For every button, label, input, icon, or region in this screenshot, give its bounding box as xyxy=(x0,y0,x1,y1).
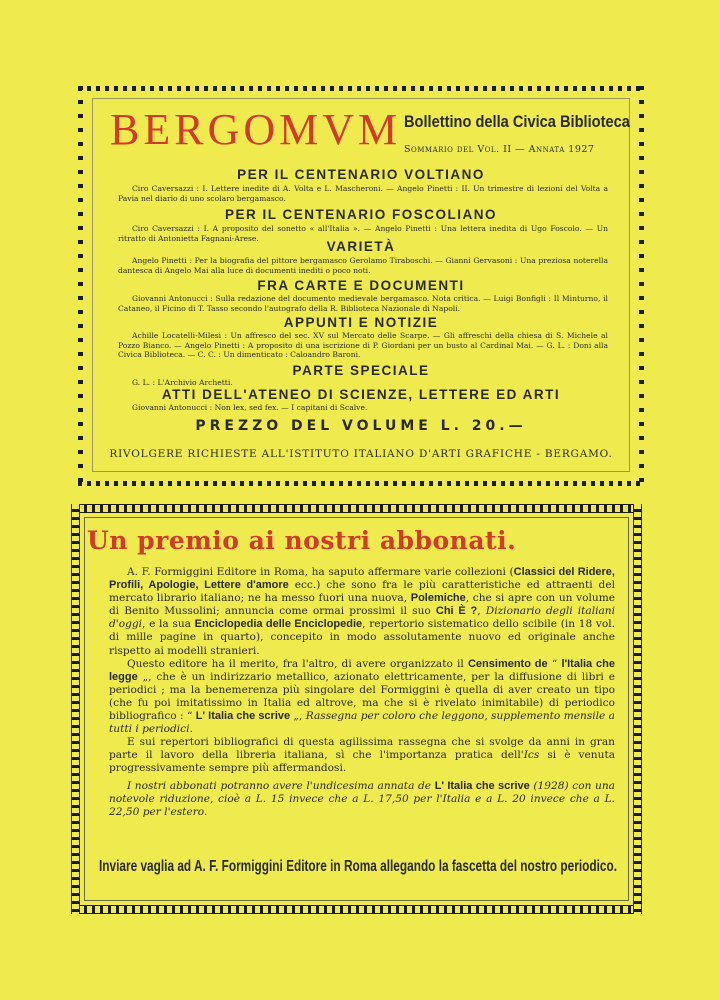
highlight-italia-che-legge: l'Italia che legge xyxy=(109,657,615,683)
text-run: „, xyxy=(290,710,306,723)
italic-run: (1928) con una notevole riduzione, cioè a L. 15 invece che a L. 17,50 per l'Italia e a L. 20 invece che a L. 22,50 per l'estero. xyxy=(109,779,615,818)
section-text: Giovanni Antonucci : Non lex, sed fex. — I capitani di Scalve. xyxy=(132,403,368,412)
text-run: Questo editore ha il merito, fra l'altro, di avere organizzato il xyxy=(127,657,468,670)
text-run: , che si apre con un volume di Benito Mussolini; annuncia come ormai prossimi il suo xyxy=(109,592,616,618)
section-text: Giovanni Antonucci : Sulla redazione del documento medievale bergamasco. Nota critica. — Luigi Bonfigli : Il Minturno, il Cataneo, il Ficino di T. Tasso secondo l'autografo della R. Biblioteca Nazionale di Napoli. xyxy=(118,294,608,313)
formiggini-advertisement xyxy=(71,504,642,914)
text-run: „, che è un indirizzario metallico, azionato elettricamente, per la diffusione di libri e periodici ; ma la benemerenza più singolare del Formiggini è quella di aver creato un tipo (che fu poi imitatissimo in Italia ed altrove, ma che si è rivelato inimitabile) di periodico bibliografico : “ xyxy=(109,670,615,723)
call-to-action: Inviare vaglia ad A. F. Formiggini Editore in Roma allegando la fascetta del nostro periodico. xyxy=(99,858,617,875)
highlight-polemiche: Polemiche xyxy=(410,592,466,605)
section-title: PER IL CENTENARIO VOLTIANO xyxy=(237,167,485,182)
section-text: Ciro Caversazzi : I. A proposito del sonetto « all'Italia ». — Angelo Pinetti : Una lettera inedita di Ugo Foscolo. — Un ritratto di Antonietta Fagnani-Arese. xyxy=(118,224,608,243)
masthead xyxy=(100,105,630,162)
price-line: PREZZO DEL VOLUME L. 20.— xyxy=(195,418,527,434)
section-title: ATTI DELL'ATENEO DI SCIENZE, LETTERE ED ARTI xyxy=(161,387,561,402)
section-title: PER IL CENTENARIO FOSCOLIANO xyxy=(224,207,497,222)
paragraph xyxy=(109,736,615,775)
dotted-border-bottom xyxy=(78,481,644,486)
italic-rassegna: Rassegna per coloro che leggono, supplemento mensile a tutti i periodici xyxy=(109,710,616,736)
issue-summary: Sommario del Vol. II — Annata 1927 xyxy=(404,144,595,155)
italic-ics: Ics xyxy=(523,749,540,762)
paragraph xyxy=(109,780,615,819)
bergomvm-advertisement xyxy=(78,86,644,486)
highlight-enciclopedia: Enciclopedia delle Enciclopedie xyxy=(194,618,363,631)
text-run: si è venuta progressivamente sempre più affermandosi. xyxy=(109,749,616,775)
text-run: “ xyxy=(547,657,562,670)
ad-body xyxy=(109,566,615,819)
text-run: , xyxy=(477,605,486,618)
highlight-collections: Classici del Ridere, Profili, Apologie, Lettere d'amore xyxy=(109,566,615,592)
contact-line: RIVOLGERE RICHIESTE ALL'ISTITUTO ITALIANO D'ARTI GRAFICHE - BERGAMO. xyxy=(109,448,613,460)
text-run: ecc.) che sono fra le più caratteristiche ed attraenti del mercato librario italiano; ne ha messo fuori una nuova, xyxy=(109,579,615,605)
highlight-censimento: Censimento de xyxy=(467,657,548,670)
chain-border-top xyxy=(71,504,642,513)
text-run: . xyxy=(189,723,193,736)
chain-border-left xyxy=(71,504,80,914)
paragraph xyxy=(109,658,615,737)
chain-border-bottom xyxy=(71,905,642,914)
section-title: FRA CARTE E DOCUMENTI xyxy=(257,278,465,293)
section-text: Angelo Pinetti : Per la biografia del pittore bergamasco Gerolamo Tiraboschi. — Gianni Gervasoni : Una preziosa noterella dantesca di Angelo Mai alla luce di documenti inediti o poco noti. xyxy=(118,256,608,275)
highlight-italia-che-scrive: L' Italia che scrive xyxy=(434,779,530,792)
dotted-border-top xyxy=(78,86,644,91)
section-text: Ciro Caversazzi : I. Lettere inedite di A. Volta e L. Mascheroni. — Angelo Pinetti : II. Un trimestre di lezioni del Volta a Pavia nel diario di uno scolaro bergamasco. xyxy=(118,184,608,203)
section-title: PARTE SPECIALE xyxy=(292,363,430,378)
section-title: VARIETÀ xyxy=(326,239,396,254)
section-text: G. L. : L'Archivio Archetti. xyxy=(132,378,233,387)
section-text: Achille Locatelli-Milesi : Un affresco del sec. XV sul Mercato delle Scarpe. — Gli affreschi della chiesa di S. Michele al Pozzo Bianco. — Angelo Pinetti : A proposito di una iscrizione di P. Giordani per un busto al Cardinal Mai. — G. L. : Doni alla Civica Biblioteca. — C. C. : Un dimenticato : Caloandro Baroni. xyxy=(118,331,608,359)
text-run: A. F. Formiggini Editore in Roma, ha saputo affermare varie collezioni ( xyxy=(127,566,514,578)
ad-headline: Un premio ai nostri abbonati. xyxy=(87,526,517,555)
text-run: , e la sua xyxy=(142,618,195,631)
brand-title: BERGOMVM xyxy=(110,105,402,154)
text-run: E sui repertori bibliografici di questa agilissima rassegna che si svolge da anni in gran parte il lavoro della libreria italiana, sì che l'importanza pratica dell' xyxy=(109,736,615,762)
chain-border-right xyxy=(633,504,642,914)
text-run: , repertorio sistematico dello scibile (in 18 vol. di mille pagine in quarto), concepito in modo assolutamente nuovo ed originale anche rispetto ai modelli stranieri. xyxy=(109,618,615,657)
highlight-chi-e: Chi È ? xyxy=(435,605,478,618)
italic-run: I nostri abbonati potranno avere l'undicesima annata de xyxy=(127,779,435,792)
brand-subtitle: Bollettino della Civica Biblioteca xyxy=(404,112,630,131)
italic-dizionario: Dizionario degli italiani d'oggi xyxy=(109,605,615,631)
highlight-italia-che-scrive: L' Italia che scrive xyxy=(195,710,291,723)
paragraph xyxy=(109,566,615,658)
section-title: APPUNTI E NOTIZIE xyxy=(283,315,439,330)
